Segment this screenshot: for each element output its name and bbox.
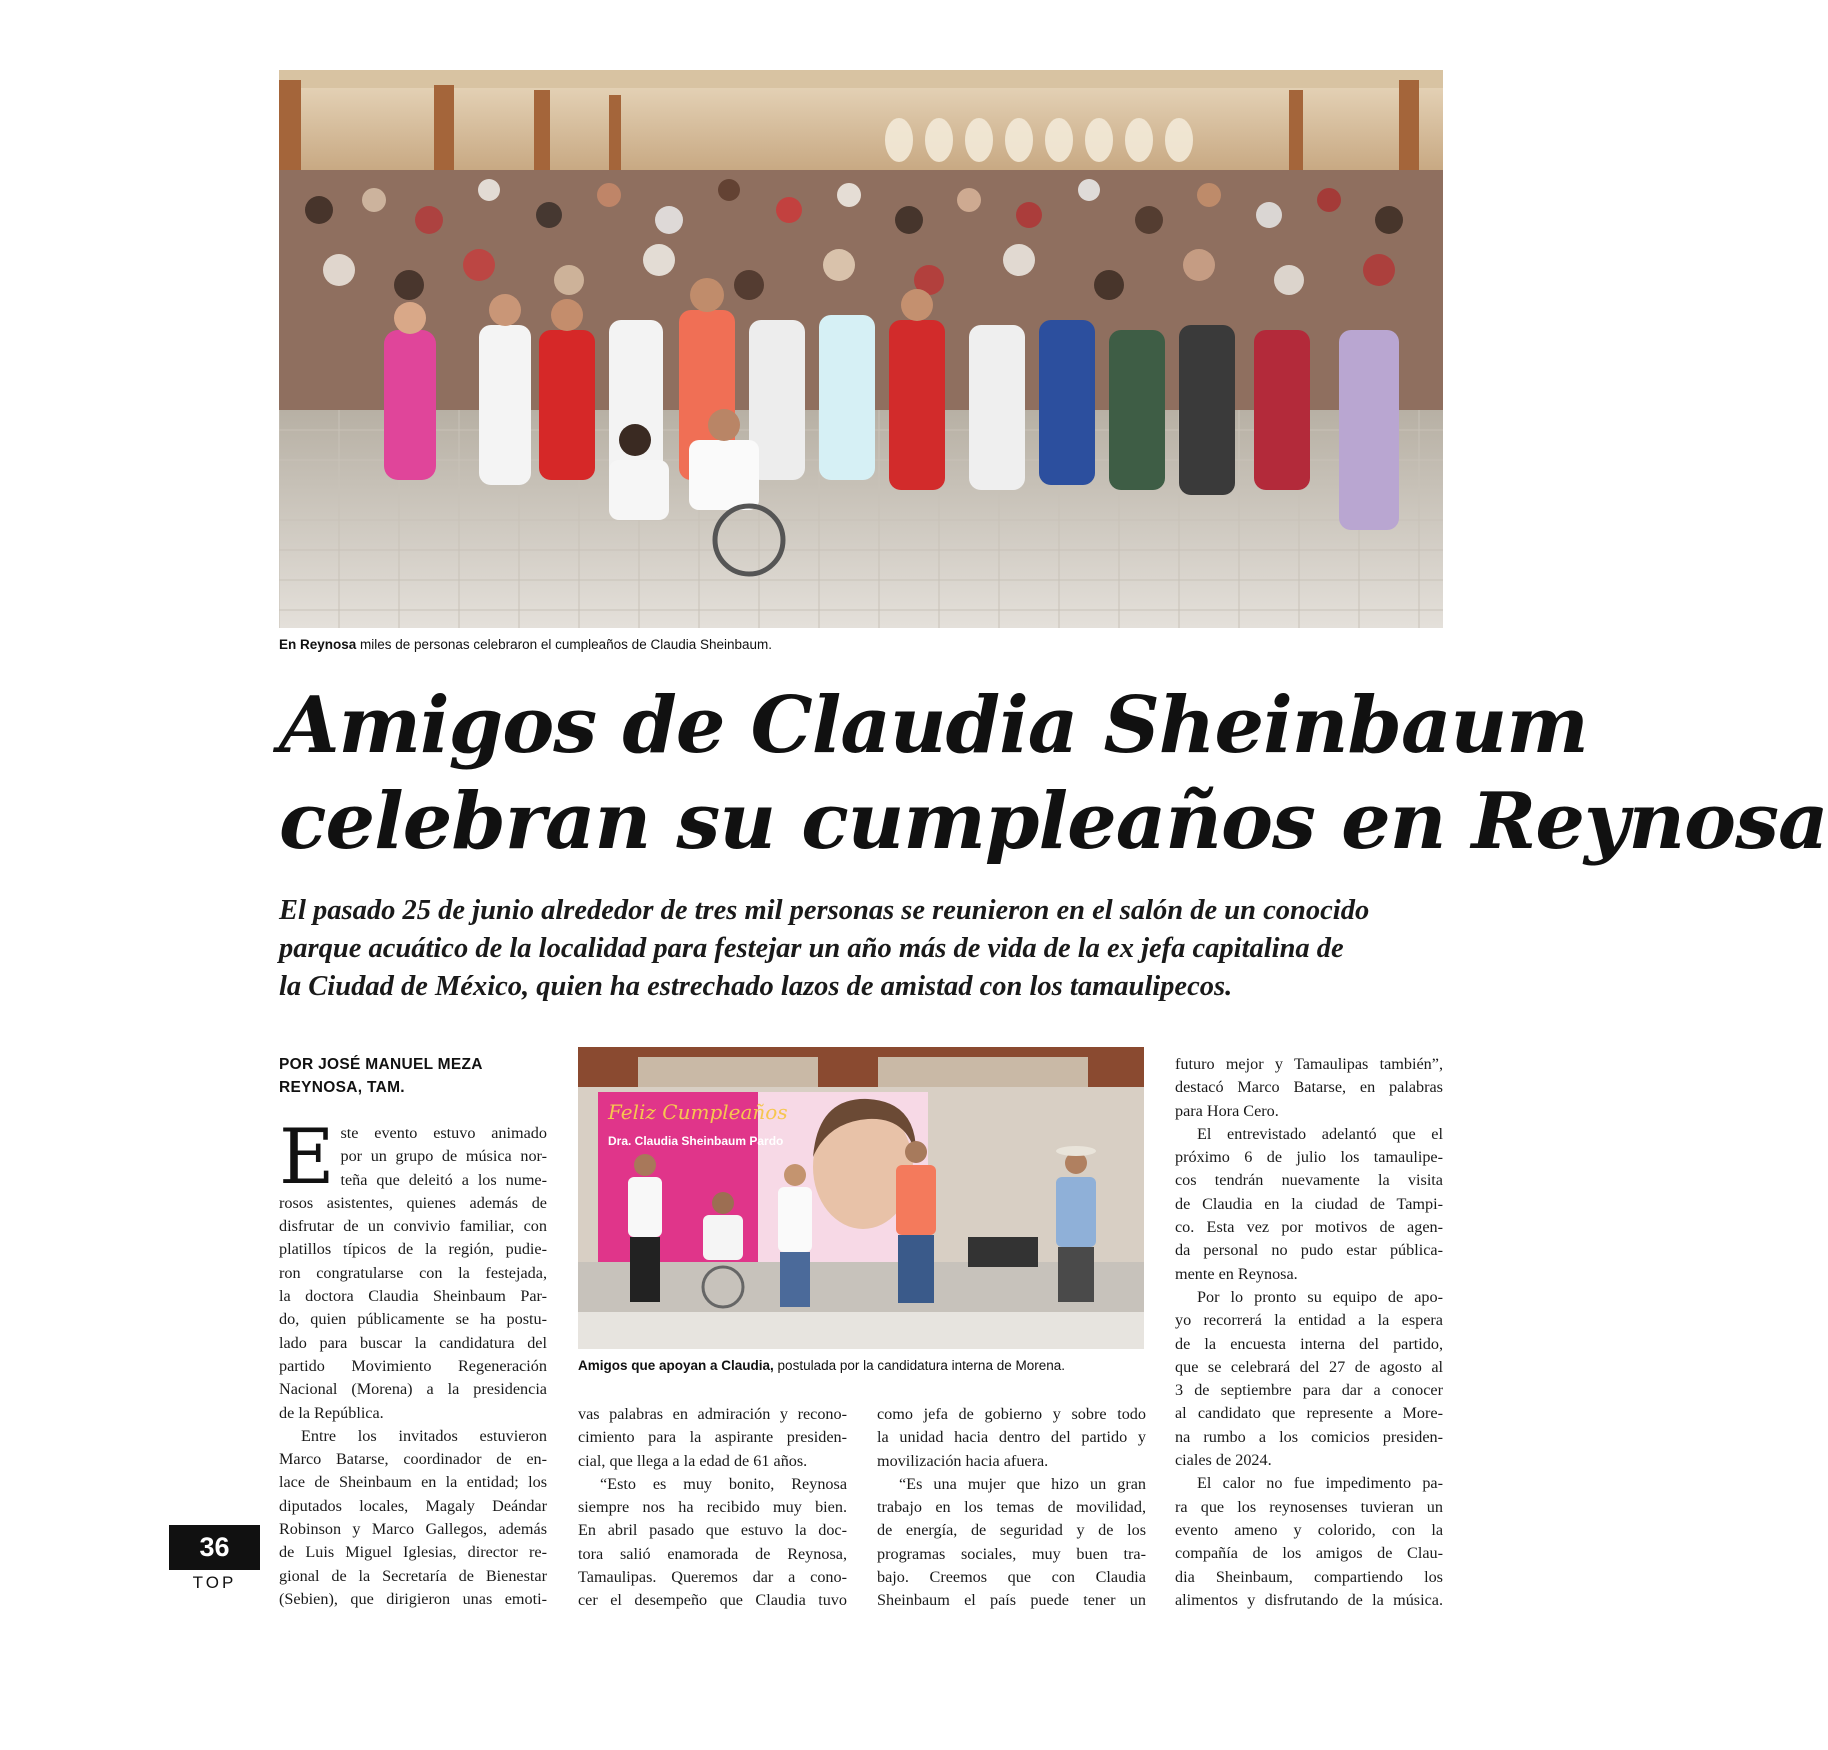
body-paragraph <box>1175 1286 1443 1472</box>
crowd-photo-illustration <box>279 70 1443 628</box>
text-line: rosos asistentes, quienes además de <box>279 1193 547 1212</box>
text-line: evento ameno y colorido, con la <box>1175 1520 1443 1539</box>
stage-photo-caption <box>578 1358 1148 1373</box>
text-line: ciales de 2024. <box>1175 1451 1272 1470</box>
text-line: trabajo en los temas de movilidad, <box>877 1498 1146 1517</box>
text-line: que se celebrará del 27 de agosto al <box>1175 1357 1443 1376</box>
hero-caption-text: miles de personas celebraron el cumpleaños de Claudia Sheinbaum. <box>356 637 773 652</box>
text-line: do, quien públicamente se ha postu- <box>279 1310 547 1329</box>
text-line: de Claudia en la ciudad de Tampi- <box>1175 1194 1443 1213</box>
text-line: “Es una mujer que hizo un gran <box>899 1474 1146 1493</box>
text-line: teña que deleitó a los nume- <box>340 1170 547 1189</box>
banner-title: Feliz Cumpleaños <box>608 1100 788 1124</box>
body-paragraph <box>279 1112 547 1425</box>
text-line: vas palabras en admiración y recono- <box>578 1405 847 1423</box>
text-line: siempre nos ha recibido muy bien. <box>578 1498 847 1517</box>
text-line: Por lo pronto su equipo de apo- <box>1197 1287 1443 1306</box>
body-paragraph <box>877 1403 1146 1473</box>
text-line: próximo 6 de julio los tamaulipe- <box>1175 1148 1443 1167</box>
dek-line-3: la Ciudad de México, quien ha estrechado lazos de amistad con los tamaulipecos. <box>279 971 1233 1002</box>
text-line: 3 de septiembre para dar a conocer <box>1175 1381 1443 1400</box>
text-line: de la República. <box>279 1403 384 1422</box>
text-line: lace de Sheinbaum en la entidad; los <box>279 1473 547 1492</box>
text-line: lado para buscar la candidatura del <box>279 1333 547 1352</box>
body-paragraph <box>1175 1053 1443 1123</box>
text-line: (Sebien), que dirigieron unas emoti- <box>279 1589 547 1608</box>
banner-subtitle: Dra. Claudia Sheinbaum Pardo <box>608 1134 784 1148</box>
text-line: En abril pasado que estuvo la doc- <box>578 1521 847 1540</box>
text-line: co. Esta vez por motivos de agen- <box>1175 1218 1443 1237</box>
text-line: ron congratularse con la festejada, <box>279 1263 547 1282</box>
dek-line-1: El pasado 25 de junio alrededor de tres mil personas se reunieron en el salón de un conocido <box>279 895 1370 926</box>
drop-cap: E <box>279 1112 335 1201</box>
byline-author: POR JOSÉ MANUEL MEZA <box>279 1056 483 1073</box>
body-column-2 <box>578 1403 847 1613</box>
text-line: El calor no fue impedimento pa- <box>1197 1474 1443 1493</box>
body-paragraph <box>1175 1472 1443 1612</box>
article-headline <box>279 678 1828 870</box>
text-line: compañía de los amigos de Clau- <box>1175 1544 1443 1563</box>
text-line: cimiento para la aspirante presiden- <box>578 1428 847 1447</box>
text-line: Marco Batarse, coordinador de en- <box>279 1450 547 1469</box>
text-line: cial, que llega a la edad de 61 años. <box>578 1451 808 1470</box>
text-line: cos tendrán nuevamente la visita <box>1175 1171 1443 1190</box>
section-label: TOP <box>192 1573 237 1592</box>
dek-line-2: parque acuático de la localidad para festejar un año más de vida de la ex jefa capitalina de <box>279 933 1344 964</box>
text-line: alimentos y disfrutando de la música. <box>1175 1590 1443 1609</box>
text-line: na rumbo a los comicios presiden- <box>1175 1427 1443 1446</box>
text-line: movilización hacia afuera. <box>877 1451 1049 1470</box>
text-line: de la encuesta interna del partido, <box>1175 1334 1443 1353</box>
text-line: por un grupo de música nor- <box>340 1147 547 1166</box>
body-paragraph <box>279 1425 547 1611</box>
text-line: tora salió enamorada de Reynosa, <box>578 1544 847 1563</box>
stage-caption-text: postulada por la candidatura interna de Morena. <box>773 1358 1065 1373</box>
text-line: de Luis Miguel Iglesias, director re- <box>279 1543 547 1562</box>
text-line: Sheinbaum el país puede tener un <box>877 1591 1146 1610</box>
hero-photo <box>279 70 1443 628</box>
text-line: da personal no pudo estar pública- <box>1175 1241 1443 1260</box>
body-column-4 <box>1175 1053 1443 1612</box>
text-line: Robinson y Marco Gallegos, además <box>279 1520 547 1539</box>
text-line: gional de la Secretaría de Bienestar <box>279 1566 547 1585</box>
text-line: cer el desempeño que Claudia tuvo <box>578 1591 847 1610</box>
body-column-3 <box>877 1403 1146 1613</box>
stage-photo <box>578 1047 1144 1349</box>
headline-line-1: Amigos de Claudia Sheinbaum <box>279 680 1588 771</box>
text-line: Tamaulipas. Queremos dar a cono- <box>578 1568 847 1587</box>
text-line: yo recorrerá la entidad a la espera <box>1175 1311 1443 1330</box>
text-line: Nacional (Morena) a la presidencia <box>279 1380 547 1399</box>
text-line: para Hora Cero. <box>1175 1101 1279 1120</box>
text-line: futuro mejor y Tamaulipas también”, <box>1175 1055 1443 1073</box>
text-line: ra que los reynosenses tuvieran un <box>1175 1497 1443 1516</box>
byline-location: REYNOSA, TAM. <box>279 1079 405 1096</box>
text-line: al candidato que represente a More- <box>1175 1404 1443 1423</box>
hero-caption-bold: En Reynosa <box>279 637 357 652</box>
text-line: Entre los invitados estuvieron <box>301 1426 547 1445</box>
text-line: bajo. Creemos que con Claudia <box>877 1568 1146 1587</box>
stage-photo-illustration <box>578 1047 1144 1349</box>
headline-line-2: celebran su cumpleaños en Reynosa <box>279 776 1828 867</box>
text-line: mente en Reynosa. <box>1175 1264 1298 1283</box>
text-line: dia Sheinbaum, compartiendo los <box>1175 1567 1443 1586</box>
body-column-1 <box>279 1112 547 1611</box>
page-number: 36 <box>169 1525 260 1570</box>
text-line: diputados locales, Magaly Deándar <box>279 1496 547 1515</box>
byline <box>279 1053 547 1099</box>
text-line: de energía, de seguridad y de los <box>877 1521 1146 1540</box>
article-dek <box>279 892 1449 1006</box>
body-paragraph <box>877 1473 1146 1613</box>
body-paragraph <box>578 1403 847 1473</box>
text-line: platillos típicos de la región, pudie- <box>279 1240 547 1259</box>
text-line: como jefa de gobierno y sobre todo <box>877 1405 1146 1423</box>
text-line: El entrevistado adelantó que el <box>1197 1124 1443 1143</box>
text-line: programas sociales, muy buen tra- <box>877 1544 1146 1563</box>
body-paragraph <box>1175 1123 1443 1286</box>
text-line: partido Movimiento Regeneración <box>279 1356 547 1375</box>
text-line: “Esto es muy bonito, Reynosa <box>600 1474 847 1493</box>
text-line: disfrutar de un convivio familiar, con <box>279 1217 547 1236</box>
text-line: destacó Marco Batarse, en palabras <box>1175 1078 1443 1097</box>
hero-photo-caption <box>279 637 1443 652</box>
text-line: ste evento estuvo animado <box>340 1124 547 1142</box>
text-line: la unidad hacia dentro del partido y <box>877 1428 1146 1447</box>
body-paragraph <box>578 1473 847 1613</box>
text-line: la doctora Claudia Sheinbaum Par- <box>279 1287 547 1306</box>
stage-caption-bold: Amigos que apoyan a Claudia, <box>578 1358 774 1373</box>
